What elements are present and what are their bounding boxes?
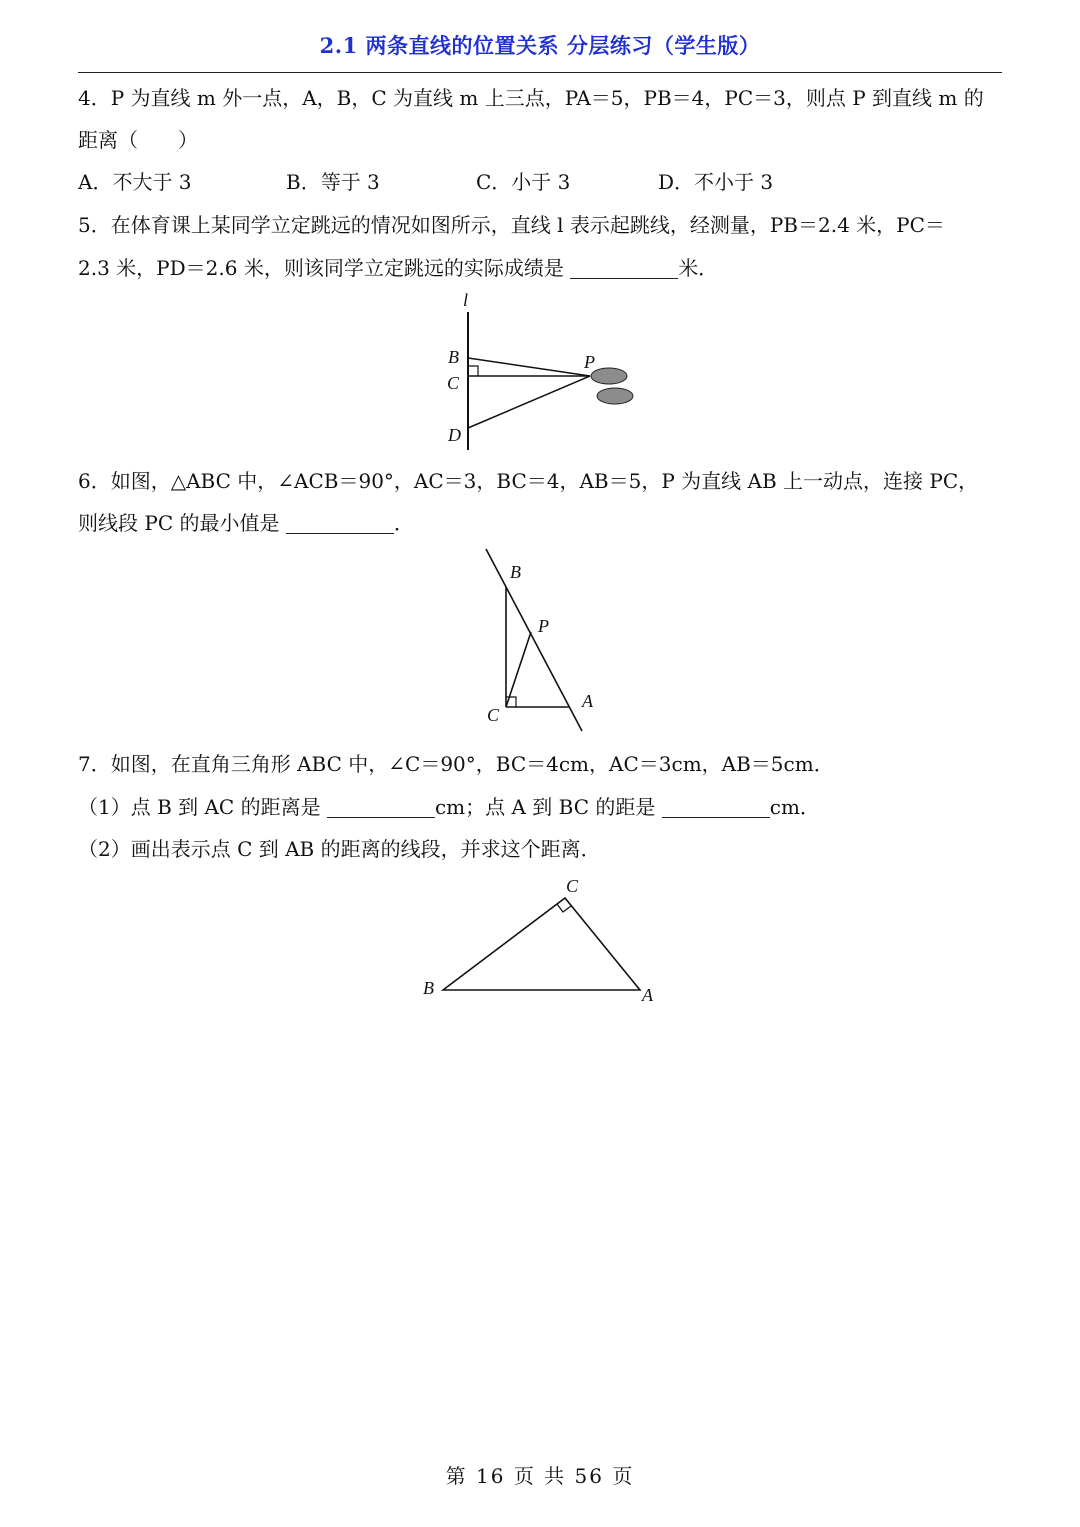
q6-figure [470, 545, 610, 735]
q4-choice-c[interactable]: C．小于 3 [476, 170, 571, 194]
q5-label-l: l [463, 290, 469, 310]
header-divider [78, 72, 1002, 73]
q6-answer-blank[interactable] [286, 511, 394, 534]
q5-line2-unit: 米． [678, 256, 719, 280]
q5-footprint-2 [597, 388, 633, 404]
q7-figure [415, 872, 665, 1007]
q4-choice-d[interactable]: D．不小于 3 [658, 170, 774, 194]
q5-segment-pb [468, 358, 590, 376]
q6-label-p: P [538, 616, 549, 636]
q4-line2: 距离（ ） [78, 128, 198, 152]
q6-line-ab [486, 549, 582, 731]
q5-label-b: B [448, 347, 459, 367]
q5-line1: 5．在体育课上某同学立定跳远的情况如图所示，直线 l 表示起跳线，经测量，PB＝2.4 米，PC＝ [78, 213, 945, 237]
q7-label-a: A [642, 985, 653, 1005]
q5-figure [430, 288, 640, 453]
q6-line2-text: 则线段 PC 的最小值是 [78, 511, 286, 535]
q5-label-p: P [584, 352, 595, 372]
q6-line2 [78, 508, 414, 538]
q7-sub1-text-a: （1）点 B 到 AC 的距离是 [78, 795, 327, 819]
q7-line1: 7．如图，在直角三角形 ABC 中，∠C＝90°，BC＝4cm，AC＝3cm，AB＝5cm． [78, 752, 834, 776]
q5-footprint-1 [591, 368, 627, 384]
q7-triangle-abc [443, 898, 640, 990]
q6-label-a: A [582, 691, 593, 711]
q5-answer-blank[interactable] [570, 256, 678, 279]
q7-sub2: （2）画出表示点 C 到 AB 的距离的线段，并求这个距离． [78, 837, 601, 861]
q4-choice-b[interactable]: B．等于 3 [286, 170, 380, 194]
q5-segment-pd [468, 376, 590, 428]
q7-answer-blank-1[interactable] [327, 795, 435, 818]
q6-line2-end: ． [393, 511, 414, 535]
q5-line2-text: 2.3 米，PD＝2.6 米，则该同学立定跳远的实际成绩是 [78, 256, 571, 280]
q5-line2 [78, 253, 718, 283]
q7-sub1 [78, 792, 820, 822]
q7-sub1-text-b: cm；点 A 到 BC 的距是 [434, 795, 662, 819]
q7-label-c: C [566, 876, 579, 896]
q4-line1: 4．P 为直线 m 外一点，A，B，C 为直线 m 上三点，PA＝5，PB＝4，PC＝3，则点 P 到直线 m 的 [78, 86, 984, 110]
page-header-title: 2.1 两条直线的位置关系 分层练习（学生版） [319, 33, 761, 58]
q6-label-b: B [510, 562, 521, 582]
page-footer: 第 16 页 共 56 页 [445, 1464, 635, 1488]
q5-label-c: C [447, 373, 460, 393]
q5-right-angle-mark [468, 366, 478, 376]
q4-choice-a[interactable]: A．不大于 3 [78, 170, 192, 194]
q7-sub1-text-c: cm． [769, 795, 820, 819]
q7-answer-blank-2[interactable] [662, 795, 770, 818]
q5-label-d: D [448, 425, 461, 445]
q7-right-angle-mark [557, 904, 571, 912]
q6-segment-pc [506, 632, 531, 707]
q6-label-c: C [487, 705, 500, 725]
q7-label-b: B [423, 978, 434, 998]
q6-line1: 6．如图，△ABC 中，∠ACB＝90°，AC＝3，BC＝4，AB＝5，P 为直线 AB 上一动点，连接 PC， [78, 469, 979, 493]
